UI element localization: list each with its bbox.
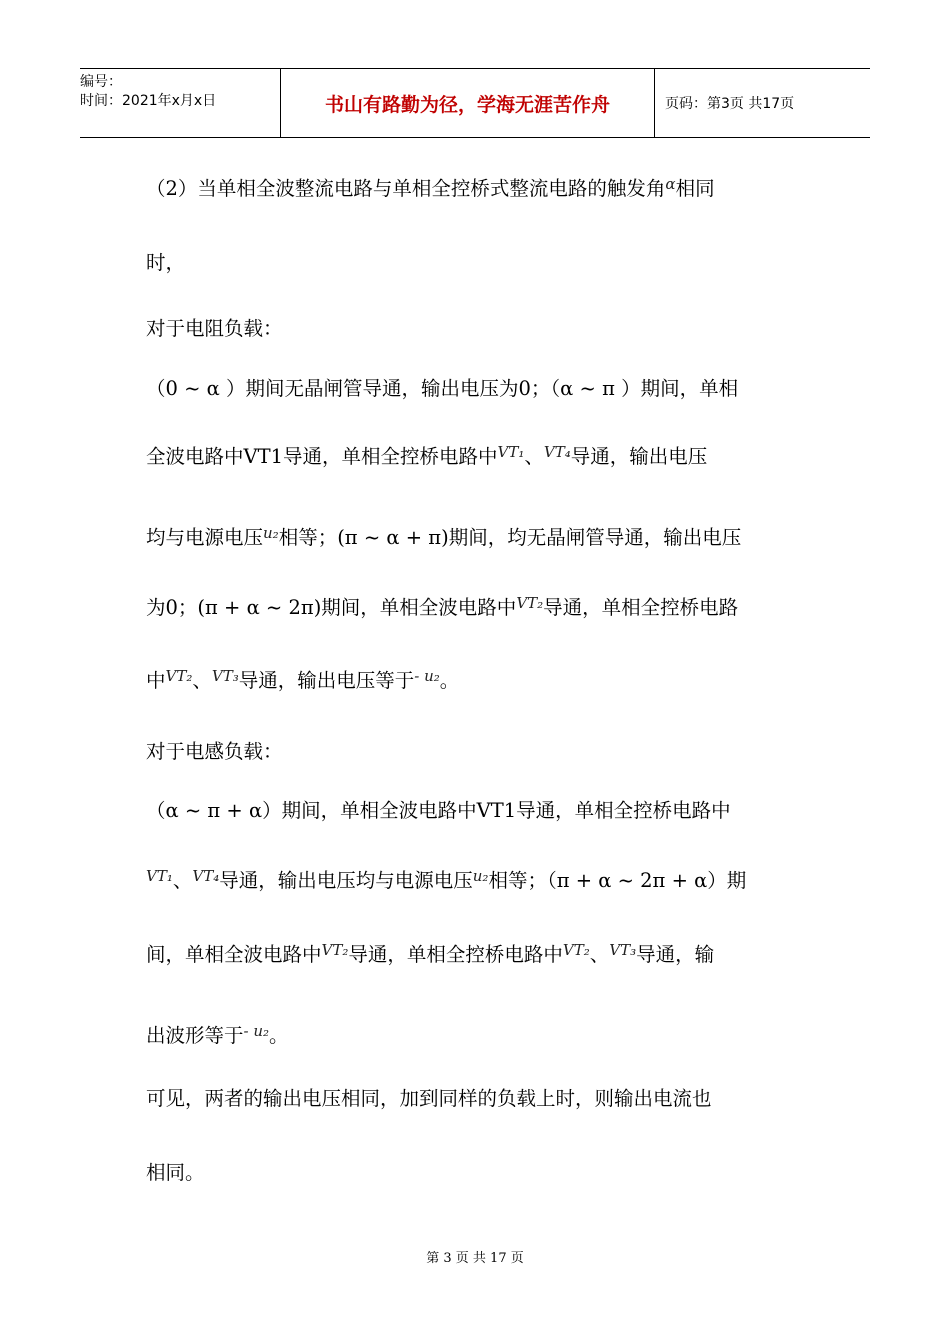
paragraph-line: 中$^{VT_2}$、$^{VT_3}$导通，输出电压等于$^{- u_2}$。 (146, 667, 460, 692)
header-meta (80, 69, 281, 137)
paragraph-line: （0 ~ α ）期间无晶闸管导通，输出电压为0；（α ~ π ）期间，单相 (146, 377, 739, 400)
page-footer: 第 3 页 共 17 页 (426, 1251, 524, 1266)
paragraph-line: 时， (146, 251, 186, 274)
paragraph-line: （α ~ π + α）期间，单相全波电路中VT1导通，单相全控桥电路中 (146, 799, 731, 822)
paragraph-line: $^{VT_1}$、$^{VT_4}$导通，输出电压均与电源电压$^{u_2}$相等；（π + α ~ 2π + α）期 (146, 867, 747, 892)
paragraph-line: 均与电源电压$^{u_2}$相等；(π ~ α + π)期间，均无晶闸管导通，输出电压 (146, 524, 742, 549)
paragraph-line: （2）当单相全波整流电路与单相全控桥式整流电路的触发角$^\alpha$相同 (146, 175, 715, 200)
paragraph-line: 全波电路中VT1导通，单相全控桥电路中$^{VT_1}$、$^{VT_4}$导通，输出电压 (146, 443, 708, 468)
paragraph-line: 出波形等于$^{- u_2}$。 (146, 1022, 289, 1047)
number-label: 编号： (80, 74, 122, 90)
paragraph-line: 可见，两者的输出电压相同，加到同样的负载上时，则输出电流也 (146, 1087, 712, 1110)
paragraph-line: 间，单相全波电路中$^{VT_2}$导通，单相全控桥电路中$^{VT_2}$、$^{VT_3}$导通，输 (146, 941, 715, 966)
paragraph-line: 相同。 (146, 1161, 205, 1184)
section-heading: 对于电感负载： (146, 740, 283, 763)
page-header (80, 68, 870, 138)
paragraph-line: 为0；(π + α ~ 2π)期间，单相全波电路中$^{VT_2}$导通，单相全控桥电路 (146, 594, 739, 619)
time-label: 时间：2021年x月x日 (80, 93, 217, 109)
header-motto: 书山有路勤为径，学海无涯苦作舟 (281, 69, 655, 137)
section-heading: 对于电阻负载： (146, 317, 283, 340)
header-page-info: 页码：第3页 共17页 (665, 96, 795, 112)
